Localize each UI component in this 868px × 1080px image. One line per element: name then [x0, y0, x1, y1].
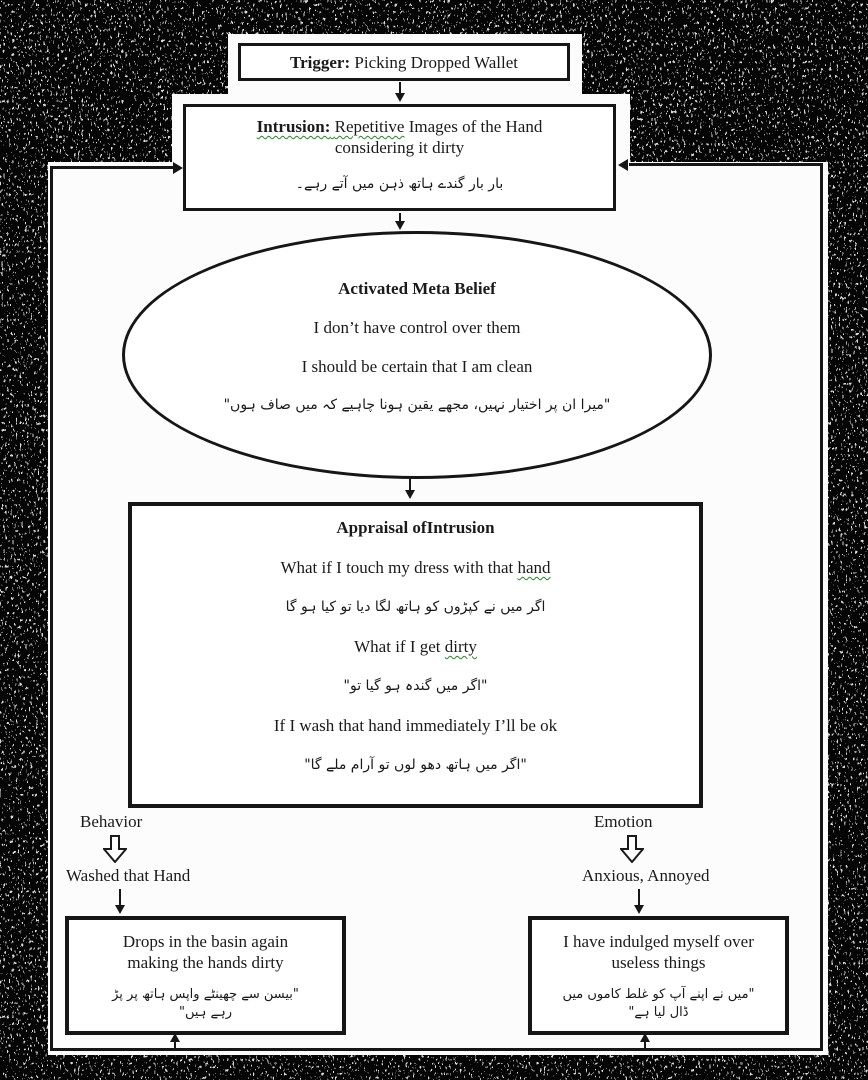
belief-urdu: "میرا ان پر اختیار نہیں، مجھے یقین ہونا چاہیے کہ میں صاف ہوں": [223, 397, 611, 413]
emotion-consequence-line1: I have indulged myself over: [563, 932, 754, 951]
belief-line1: I don’t have control over them: [313, 318, 521, 337]
behavior-block-arrow-icon: [103, 835, 127, 863]
behavior-consequence-line1: Drops in the basin again: [122, 932, 289, 951]
belief-title: Activated Meta Belief: [338, 279, 496, 298]
trigger-node: [238, 43, 570, 81]
appraisal-title: Appraisal ofIntrusion: [336, 518, 495, 537]
emotion-label: Emotion: [594, 812, 653, 831]
trigger-text: Trigger: Picking Dropped Wallet: [290, 52, 518, 72]
behavior-result-text: Washed that Hand: [66, 866, 191, 885]
behavior-consequence-urdu: "بیسن سے چھینٹے واپس ہاتھ پر پڑ رہے ہیں": [112, 987, 299, 1020]
behavior-consequence-line2: making the hands dirty: [127, 953, 284, 972]
appraisal-line1: What if I touch my dress with that hand: [280, 558, 551, 577]
intrusion-line1: Intrusion: Repetitive Images of the Hand: [256, 117, 543, 136]
appraisal-line2: What if I get dirty: [354, 637, 477, 656]
feedback-loop-topleft-line: [50, 166, 174, 169]
feedback-loop-topright-line: [629, 163, 820, 166]
emotion-consequence-line2: useless things: [611, 953, 706, 972]
arrowhead-washed-to-consequence: [115, 905, 125, 914]
behavior-label: Behavior: [80, 812, 143, 831]
appraisal-node: [128, 502, 703, 808]
emotion-block-arrow-icon: [620, 835, 644, 863]
trigger-label: Trigger:: [290, 52, 351, 72]
arrowhead-anxious-to-consequence: [634, 905, 644, 914]
intrusion-urdu: بار بار گندے ہاتھ ذہن میں آتے رہے۔: [295, 176, 504, 192]
intrusion-node: [183, 104, 616, 211]
feedback-loop-left-line: [50, 166, 53, 1051]
behavior-consequence-node: [65, 916, 346, 1035]
arrowhead-intrusion-to-belief: [395, 221, 405, 230]
appraisal-urdu2: "اگر میں گندہ ہو گیا تو": [343, 678, 488, 694]
feedback-arrowhead-into-intrusion-right: [618, 159, 628, 171]
intrusion-line2: considering it dirty: [334, 138, 465, 157]
emotion-result-text: Anxious, Annoyed: [582, 866, 710, 885]
meta-belief-ellipse: [122, 231, 712, 479]
appraisal-urdu3: "اگر میں ہاتھ دھو لوں تو آرام ملے گا": [304, 757, 527, 773]
feedback-loop-bottom-line: [50, 1048, 823, 1051]
arrowhead-trigger-to-intrusion: [395, 93, 405, 102]
feedback-loop-right-line: [820, 163, 823, 1051]
arrowhead-belief-to-appraisal: [405, 490, 415, 499]
belief-line2: I should be certain that I am clean: [301, 357, 533, 376]
appraisal-line3: If I wash that hand immediately I’ll be ok: [273, 716, 558, 735]
emotion-consequence-node: [528, 916, 789, 1035]
appraisal-urdu1: اگر میں نے کپڑوں کو ہاتھ لگا دیا تو کیا ہو گا: [285, 599, 546, 615]
feedback-arrowhead-into-intrusion-left: [173, 162, 183, 174]
emotion-consequence-urdu: "میں نے اپنے آپ کو غلط کاموں میں ڈال لیا ہے": [562, 987, 755, 1020]
